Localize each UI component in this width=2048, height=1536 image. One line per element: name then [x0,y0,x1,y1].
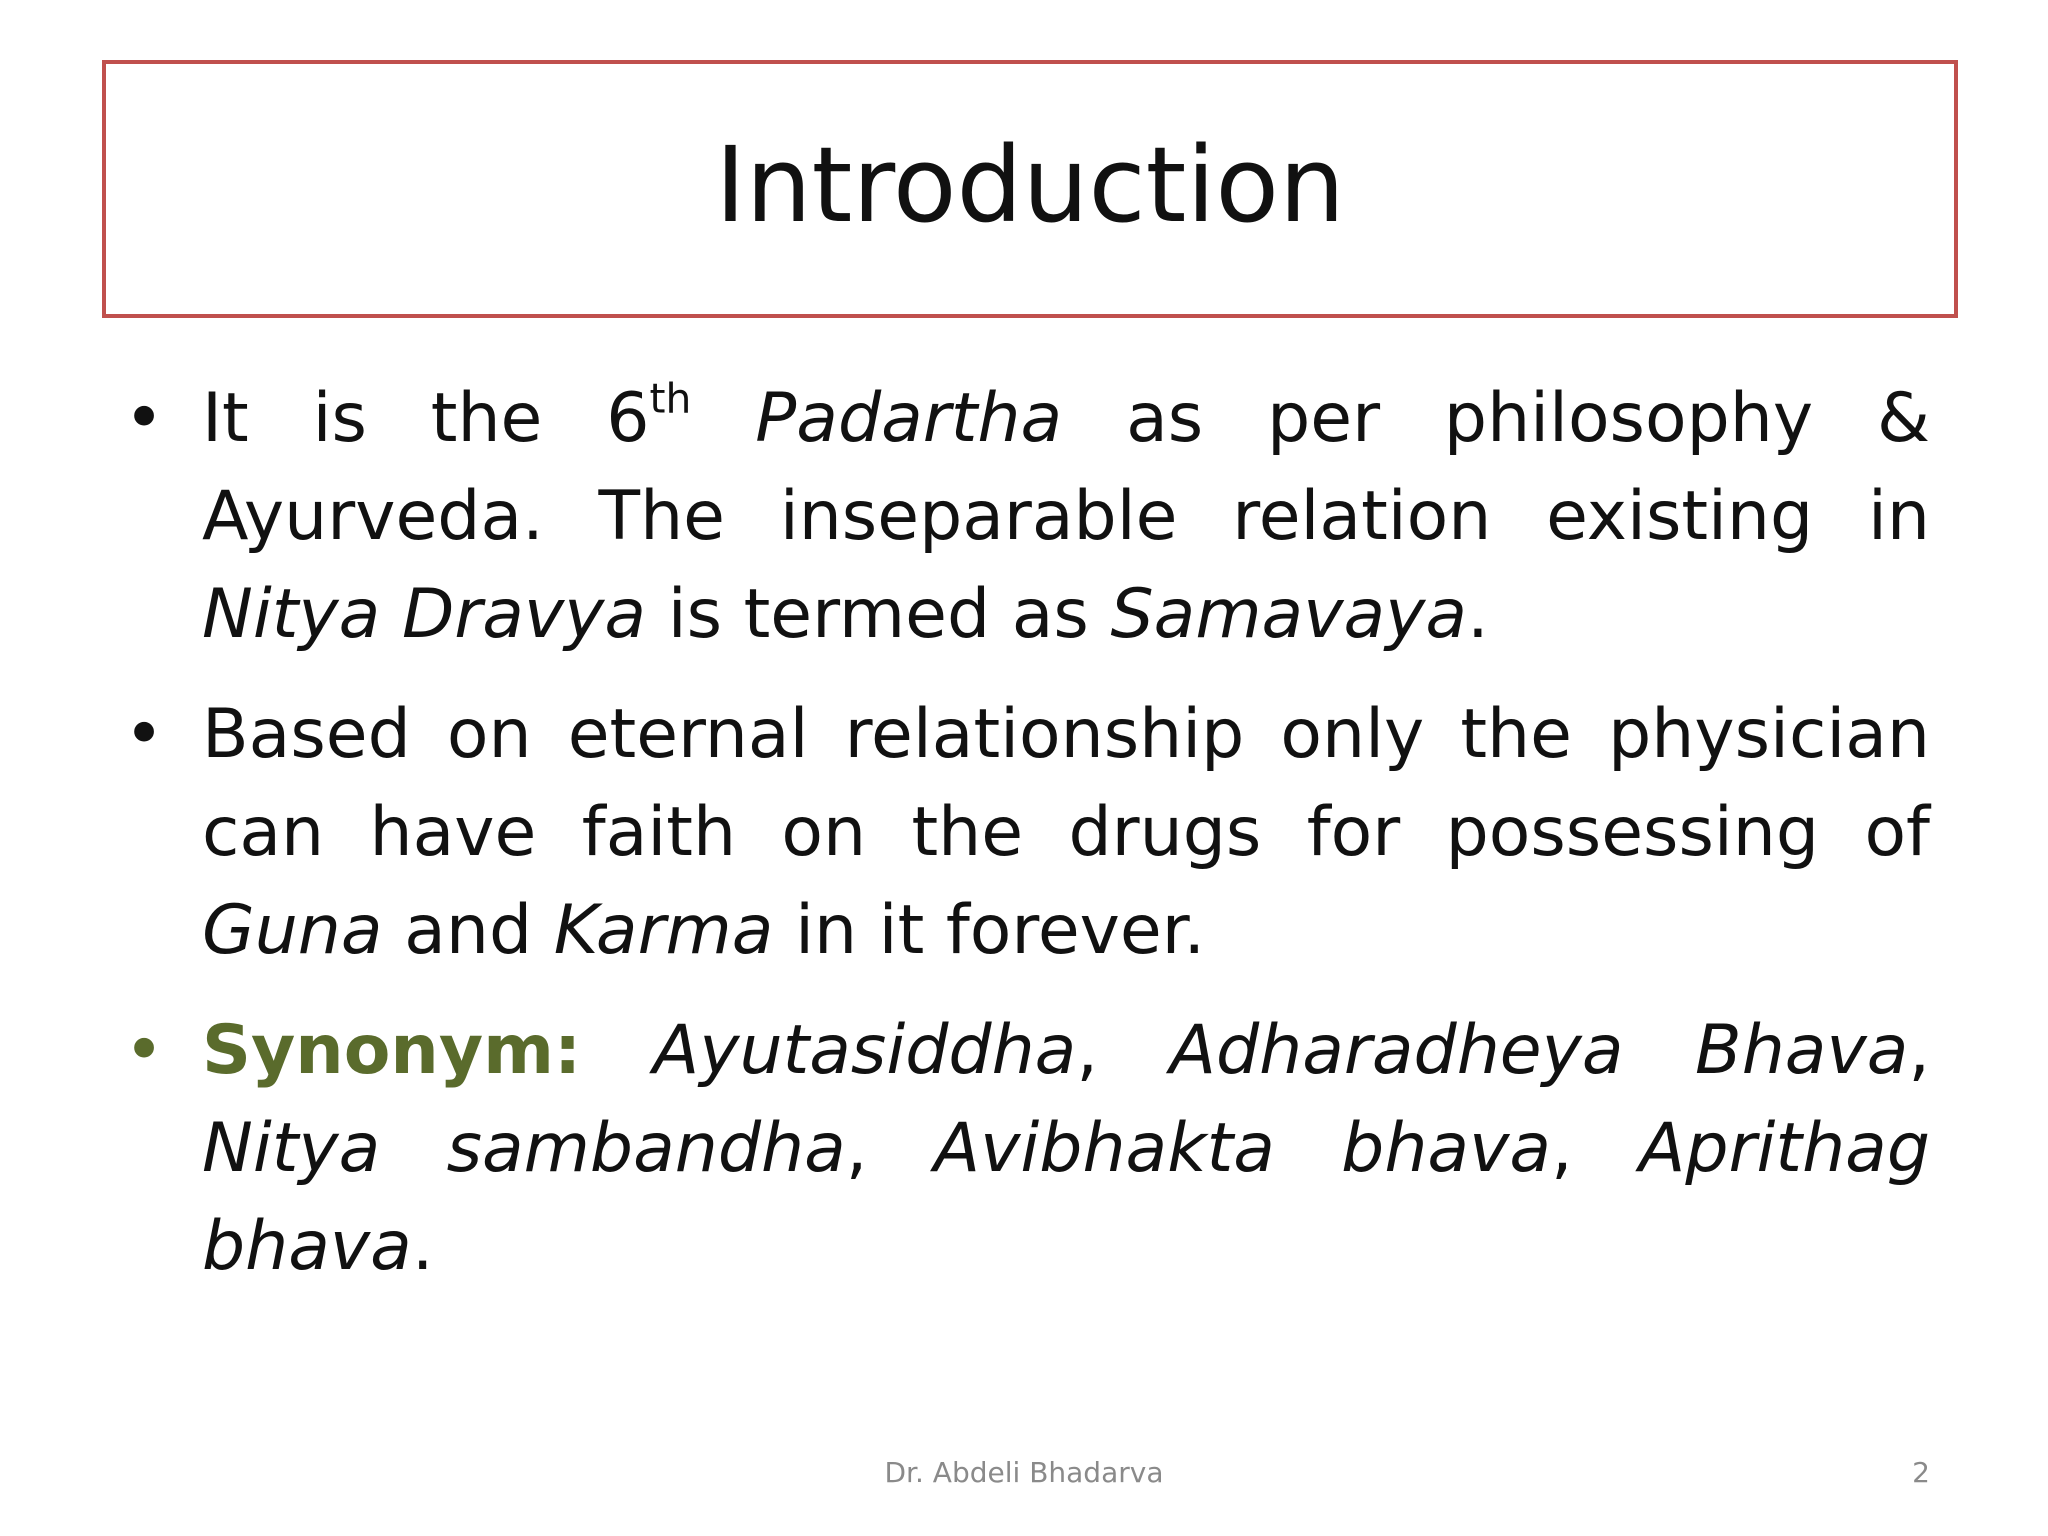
footer-author: Dr. Abdeli Bhadarva [884,1456,1164,1489]
bullet-2-text-b: and [382,891,554,970]
bullet-1-superscript: th [649,374,692,423]
synonym-separator: , [1908,1011,1931,1090]
bullet-1-text-d: is termed as [646,575,1111,654]
synonym-separator: , [1551,1109,1639,1188]
bullet-point-icon: • [124,1011,165,1090]
synonym-adharadheya-bhava: Adharadheya Bhava [1169,1011,1909,1090]
bullet-2-text-a: Based on eternal relationship only the physician can have faith on the drugs for possessing of [202,695,1930,872]
bullet-item-1 [118,370,1930,664]
bullet-list [118,370,1930,1318]
slide-number: 2 [1912,1456,1930,1489]
bullet-1-term-samavaya: Samavaya [1110,575,1468,654]
slide-title: Introduction [715,124,1345,246]
synonym-end: . [411,1207,434,1286]
bullet-point-icon: • [124,379,165,458]
bullet-1-term-nitya-dravya: Nitya Dravya [202,575,647,654]
bullet-2-term-guna: Guna [202,891,383,970]
synonym-avibhakta-bhava: Avibhakta bhava [933,1109,1552,1188]
bullet-1-text-c: as per philosophy & Ayurveda. The inseparable relation existing in [202,379,1930,556]
bullet-2-term-karma: Karma [553,891,774,970]
synonym-nitya-sambandha: Nitya sambandha [202,1109,846,1188]
bullet-item-2 [118,686,1930,980]
bullet-1-text-b [691,379,755,458]
bullet-point-icon: • [124,695,165,774]
bullet-1-text-a: It is the 6 [202,379,650,458]
synonym-aprithag-bhava: Aprithag bhava [202,1109,1930,1286]
bullet-item-3 [118,1002,1930,1296]
bullet-1-term-padartha: Padartha [755,379,1063,458]
bullet-1-text-e: . [1467,575,1489,654]
synonym-separator: , [1076,1011,1170,1090]
bullet-2-text-c: in it forever. [773,891,1206,970]
title-box [102,60,1958,318]
synonym-separator: , [845,1109,934,1188]
synonym-label: Synonym: [202,1011,582,1090]
synonym-ayutasiddha: Ayutasiddha [652,1011,1077,1090]
